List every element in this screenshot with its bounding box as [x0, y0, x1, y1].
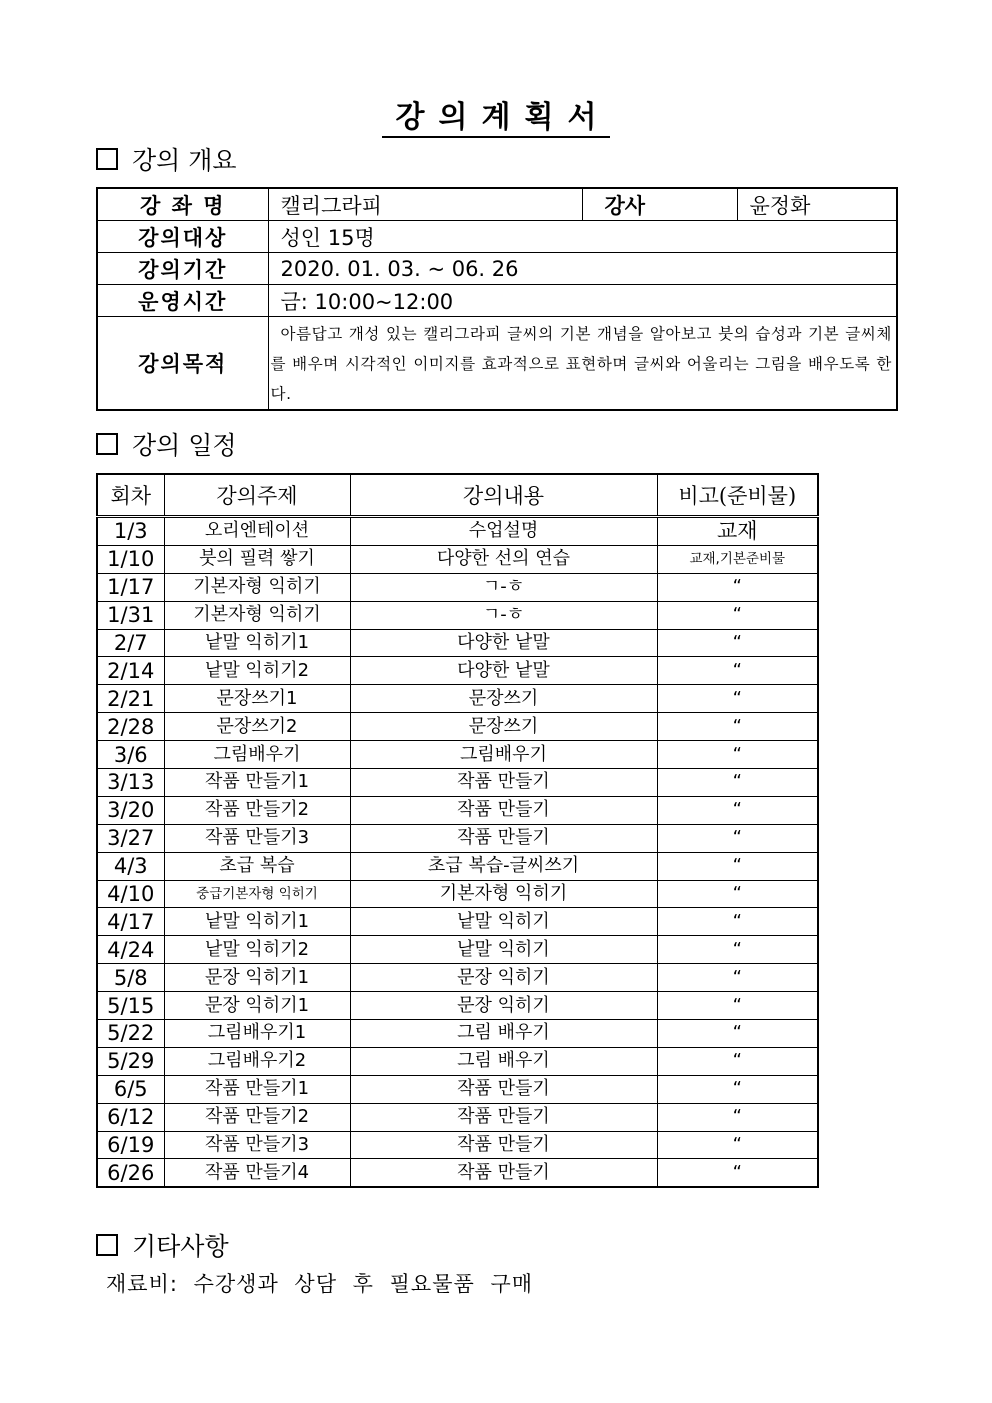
lecture-content: 그림 배우기	[350, 1047, 657, 1075]
session-date: 4/17	[97, 908, 164, 936]
lecture-topic: 작품 만들기4	[164, 1159, 350, 1187]
lecture-topic: 그림배우기2	[164, 1047, 350, 1075]
table-row	[97, 1103, 818, 1131]
lecture-content: 문장쓰기	[350, 713, 657, 741]
target-value: 성인 15명	[268, 221, 897, 253]
session-date: 3/6	[97, 741, 164, 769]
session-date: 6/26	[97, 1159, 164, 1187]
header-topic: 강의주제	[164, 474, 350, 517]
lecture-content: 작품 만들기	[350, 796, 657, 824]
lecture-notes: “	[657, 1075, 818, 1103]
schedule-header-row	[97, 474, 818, 517]
lecture-topic: 문장 익히기1	[164, 992, 350, 1020]
document-title: 강의계획서	[0, 92, 992, 136]
lecture-content: 작품 만들기	[350, 1131, 657, 1159]
session-date: 5/15	[97, 992, 164, 1020]
table-row	[97, 908, 818, 936]
lecture-content: 작품 만들기	[350, 1159, 657, 1187]
table-row	[97, 1159, 818, 1187]
table-row	[97, 1020, 818, 1048]
lecture-notes: “	[657, 908, 818, 936]
table-row	[97, 936, 818, 964]
table-row	[97, 713, 818, 741]
lecture-notes: “	[657, 852, 818, 880]
lecture-notes: 교재	[657, 517, 818, 546]
lecture-notes: “	[657, 741, 818, 769]
session-date: 4/10	[97, 880, 164, 908]
lecture-content: 작품 만들기	[350, 824, 657, 852]
session-date: 2/14	[97, 657, 164, 685]
session-date: 5/29	[97, 1047, 164, 1075]
lecture-topic: 문장쓰기2	[164, 713, 350, 741]
lecture-topic: 낱말 익히기1	[164, 908, 350, 936]
table-row	[97, 824, 818, 852]
lecture-notes: “	[657, 769, 818, 797]
lecture-notes: “	[657, 657, 818, 685]
session-date: 3/13	[97, 769, 164, 797]
lecture-topic: 작품 만들기2	[164, 796, 350, 824]
lecture-topic: 문장 익히기1	[164, 964, 350, 992]
lecture-topic: 붓의 필력 쌓기	[164, 545, 350, 573]
overview-row-purpose	[97, 317, 897, 411]
section-heading-text: 강의 일정	[132, 431, 237, 460]
session-date: 1/10	[97, 545, 164, 573]
lecture-notes: “	[657, 713, 818, 741]
table-row	[97, 517, 818, 546]
session-date: 5/8	[97, 964, 164, 992]
header-session: 회차	[97, 474, 164, 517]
table-row	[97, 657, 818, 685]
overview-row-target	[97, 221, 897, 253]
lecture-topic: 작품 만들기1	[164, 1075, 350, 1103]
table-row	[97, 852, 818, 880]
instructor-label: 강사	[582, 188, 737, 221]
section-heading-notes	[96, 1227, 229, 1263]
lecture-content: ㄱ-ㅎ	[350, 573, 657, 601]
lecture-content: 수업설명	[350, 517, 657, 546]
session-date: 6/12	[97, 1103, 164, 1131]
table-row	[97, 685, 818, 713]
table-row	[97, 880, 818, 908]
lecture-content: 작품 만들기	[350, 1075, 657, 1103]
overview-table	[96, 187, 898, 411]
section-heading-overview	[96, 141, 237, 177]
course-name-label: 강 좌 명	[97, 188, 268, 221]
period-label: 강의기간	[97, 253, 268, 285]
session-date: 2/7	[97, 629, 164, 657]
course-name-value: 캘리그라피	[268, 188, 582, 221]
table-row	[97, 741, 818, 769]
session-date: 4/3	[97, 852, 164, 880]
notes-text: 재료비: 수강생과 상담 후 필요물품 구매	[106, 1272, 534, 1296]
table-row	[97, 545, 818, 573]
lecture-content: 그림배우기	[350, 741, 657, 769]
lecture-topic: 낱말 익히기2	[164, 936, 350, 964]
purpose-value: 아름답고 개성 있는 캘리그라피 글씨의 기본 개념을 알아보고 붓의 습성과 기본 글씨체를 배우며 시각적인 이미지를 효과적으로 표현하며 글씨와 어울리는 그림을 배우도록 한다.	[268, 317, 897, 411]
lecture-topic: 그림배우기	[164, 741, 350, 769]
schedule-table	[96, 473, 819, 1188]
target-label: 강의대상	[97, 221, 268, 253]
overview-row-period	[97, 253, 897, 285]
session-date: 4/24	[97, 936, 164, 964]
lecture-topic: 그림배우기1	[164, 1020, 350, 1048]
lecture-notes: “	[657, 1103, 818, 1131]
table-row	[97, 992, 818, 1020]
lecture-topic: 작품 만들기1	[164, 769, 350, 797]
lecture-content: ㄱ-ㅎ	[350, 601, 657, 629]
session-date: 6/19	[97, 1131, 164, 1159]
lecture-notes: “	[657, 824, 818, 852]
header-notes: 비고(준비물)	[657, 474, 818, 517]
lecture-content: 다양한 낱말	[350, 657, 657, 685]
instructor-value: 윤정화	[737, 188, 897, 221]
lecture-notes: “	[657, 1047, 818, 1075]
period-value: 2020. 01. 03. ~ 06. 26	[268, 253, 897, 285]
lecture-content: 다양한 낱말	[350, 629, 657, 657]
lecture-topic: 작품 만들기2	[164, 1103, 350, 1131]
overview-row-hours	[97, 285, 897, 317]
table-row	[97, 601, 818, 629]
section-heading-text: 강의 개요	[132, 146, 237, 175]
session-date: 2/28	[97, 713, 164, 741]
lecture-notes: “	[657, 796, 818, 824]
lecture-notes: “	[657, 1020, 818, 1048]
checkbox-square-icon	[96, 433, 118, 455]
lecture-content: 낱말 익히기	[350, 908, 657, 936]
lecture-notes: “	[657, 992, 818, 1020]
session-date: 2/21	[97, 685, 164, 713]
lecture-topic: 오리엔테이션	[164, 517, 350, 546]
checkbox-square-icon	[96, 1234, 118, 1256]
lecture-notes: “	[657, 1131, 818, 1159]
lecture-topic: 낱말 익히기1	[164, 629, 350, 657]
lecture-topic: 문장쓰기1	[164, 685, 350, 713]
table-row	[97, 964, 818, 992]
table-row	[97, 1047, 818, 1075]
lecture-content: 문장 익히기	[350, 992, 657, 1020]
section-heading-text: 기타사항	[132, 1232, 229, 1261]
checkbox-square-icon	[96, 148, 118, 170]
lecture-content: 그림 배우기	[350, 1020, 657, 1048]
lecture-topic: 작품 만들기3	[164, 1131, 350, 1159]
lecture-topic: 중급기본자형 익히기	[164, 880, 350, 908]
lecture-topic: 낱말 익히기2	[164, 657, 350, 685]
lecture-content: 다양한 선의 연습	[350, 545, 657, 573]
overview-row-course	[97, 188, 897, 221]
session-date: 1/17	[97, 573, 164, 601]
lecture-topic: 초급 복습	[164, 852, 350, 880]
table-row	[97, 629, 818, 657]
lecture-content: 문장 익히기	[350, 964, 657, 992]
table-row	[97, 796, 818, 824]
lecture-content: 작품 만들기	[350, 1103, 657, 1131]
hours-label: 운영시간	[97, 285, 268, 317]
session-date: 3/27	[97, 824, 164, 852]
table-row	[97, 769, 818, 797]
table-row	[97, 573, 818, 601]
lecture-topic: 작품 만들기3	[164, 824, 350, 852]
lecture-notes: “	[657, 936, 818, 964]
lecture-notes: “	[657, 964, 818, 992]
lecture-notes: “	[657, 880, 818, 908]
hours-value: 금: 10:00~12:00	[268, 285, 897, 317]
header-content: 강의내용	[350, 474, 657, 517]
lecture-topic: 기본자형 익히기	[164, 573, 350, 601]
table-row	[97, 1131, 818, 1159]
purpose-label: 강의목적	[97, 317, 268, 411]
lecture-notes: “	[657, 629, 818, 657]
session-date: 3/20	[97, 796, 164, 824]
lecture-notes: “	[657, 601, 818, 629]
lecture-notes: “	[657, 1159, 818, 1187]
lecture-content: 기본자형 익히기	[350, 880, 657, 908]
lecture-notes: 교재,기본준비물	[657, 545, 818, 573]
lecture-notes: “	[657, 573, 818, 601]
lecture-content: 문장쓰기	[350, 685, 657, 713]
lecture-content: 낱말 익히기	[350, 936, 657, 964]
section-heading-schedule	[96, 426, 237, 462]
session-date: 5/22	[97, 1020, 164, 1048]
session-date: 6/5	[97, 1075, 164, 1103]
lecture-notes: “	[657, 685, 818, 713]
lecture-content: 초급 복습-글씨쓰기	[350, 852, 657, 880]
lecture-content: 작품 만들기	[350, 769, 657, 797]
lecture-topic: 기본자형 익히기	[164, 601, 350, 629]
table-row	[97, 1075, 818, 1103]
session-date: 1/31	[97, 601, 164, 629]
session-date: 1/3	[97, 517, 164, 546]
